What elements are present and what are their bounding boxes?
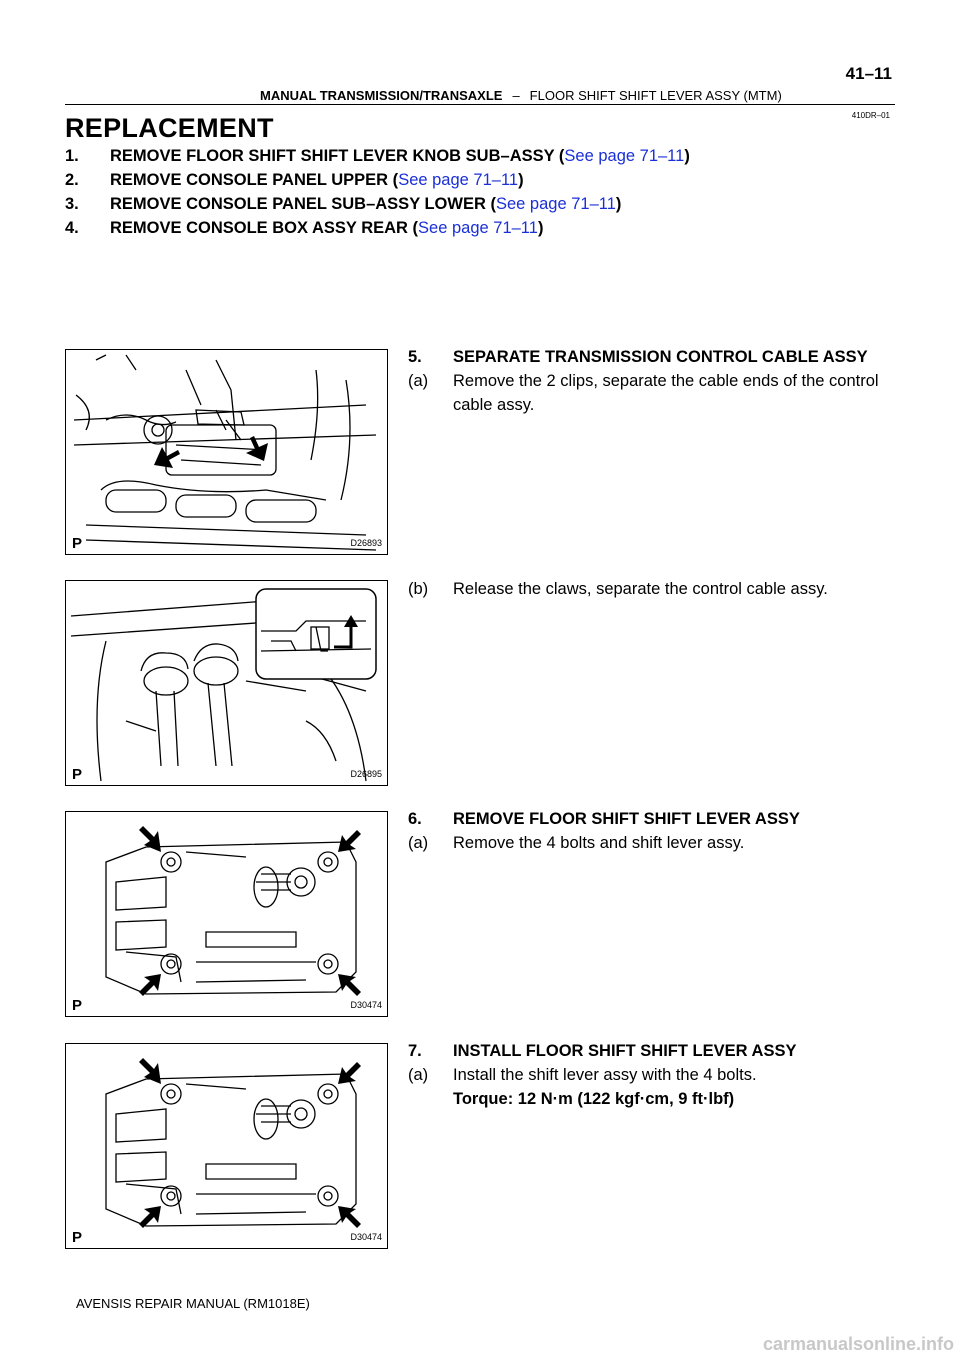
step-number: 4. [65,219,79,237]
figure-p-label: P [72,997,83,1014]
substep-label: (a) [408,1066,429,1084]
illustration-cable-claws [66,581,388,786]
step-number: 2. [65,171,79,189]
step-7 [408,1042,796,1061]
step-6 [408,810,800,829]
see-page-link[interactable]: See page 71–11 [398,171,519,189]
step-number: 1. [65,147,79,165]
step-7a [408,1066,757,1085]
document-code: 410DR–01 [851,111,890,120]
illustration-shift-lever-install [66,1044,388,1249]
step-close: ) [684,147,690,165]
step-5a-cont: cable assy. [453,396,535,414]
substep-label: (a) [408,372,429,390]
step-title: SEPARATE TRANSMISSION CONTROL CABLE ASSY [453,348,868,366]
step-close: ) [615,195,622,213]
header-separator: – [512,88,520,103]
step-1 [65,147,690,166]
illustration-shift-lever-bolts [66,812,388,1017]
figure-p-label: P [72,1229,83,1246]
see-page-link[interactable]: See page 71–11 [564,147,685,165]
figure-shift-lever-install [65,1043,388,1249]
running-header [260,88,782,103]
see-page-link[interactable]: See page 71–11 [418,219,538,237]
step-number: 6. [408,810,422,828]
page-number: 41–11 [845,64,892,83]
step-4 [65,219,543,238]
substep-text: Install the shift lever assy with the 4 bolts. [453,1066,757,1084]
watermark: carmanualsonline.info [762,1334,954,1354]
step-6a [408,834,744,853]
header-subsection: FLOOR SHIFT SHIFT LEVER ASSY (MTM) [529,88,782,103]
see-page-link[interactable]: See page 71–11 [495,195,616,213]
illustration-cable-clips [66,350,388,555]
substep-label: (b) [408,580,429,598]
step-3 [65,195,621,214]
step-text: REMOVE FLOOR SHIFT SHIFT LEVER KNOB SUB–ASSY ( [110,147,565,165]
figure-code: D30474 [350,1000,382,1010]
step-close: ) [537,219,544,237]
step-number: 3. [65,195,79,213]
substep-label: (a) [408,834,429,852]
page-title: REPLACEMENT [65,113,274,143]
step-5a [408,372,879,391]
step-text: REMOVE CONSOLE BOX ASSY REAR ( [110,219,419,237]
step-title: REMOVE FLOOR SHIFT SHIFT LEVER ASSY [453,810,800,828]
figure-shift-lever-bolts [65,811,388,1017]
figure-cable-clips [65,349,388,555]
substep-text: Remove the 4 bolts and shift lever assy. [453,834,745,852]
substep-text: Release the claws, separate the control cable assy. [453,580,828,598]
step-title: INSTALL FLOOR SHIFT SHIFT LEVER ASSY [453,1042,797,1060]
figure-p-label: P [72,766,83,783]
header-rule [65,104,895,105]
step-5 [408,348,868,367]
step-close: ) [518,171,524,189]
figure-cable-claws [65,580,388,786]
step-2 [65,171,524,190]
figure-p-label: P [72,535,83,552]
substep-text: Remove the 2 clips, separate the cable ends of the control [453,372,879,390]
step-number: 7. [408,1042,422,1060]
step-text: REMOVE CONSOLE PANEL UPPER ( [110,171,399,189]
figure-code: D30474 [350,1232,382,1242]
figure-code: D26895 [350,769,382,779]
figure-code: D26893 [350,538,382,548]
step-number: 5. [408,348,422,366]
step-text: REMOVE CONSOLE PANEL SUB–ASSY LOWER ( [110,195,496,213]
step-5b [408,580,828,599]
header-section: MANUAL TRANSMISSION/TRANSAXLE [260,88,503,103]
torque-spec: Torque: 12 N·m (122 kgf·cm, 9 ft·lbf) [453,1090,735,1108]
footer-manual-id: AVENSIS REPAIR MANUAL (RM1018E) [76,1296,310,1311]
